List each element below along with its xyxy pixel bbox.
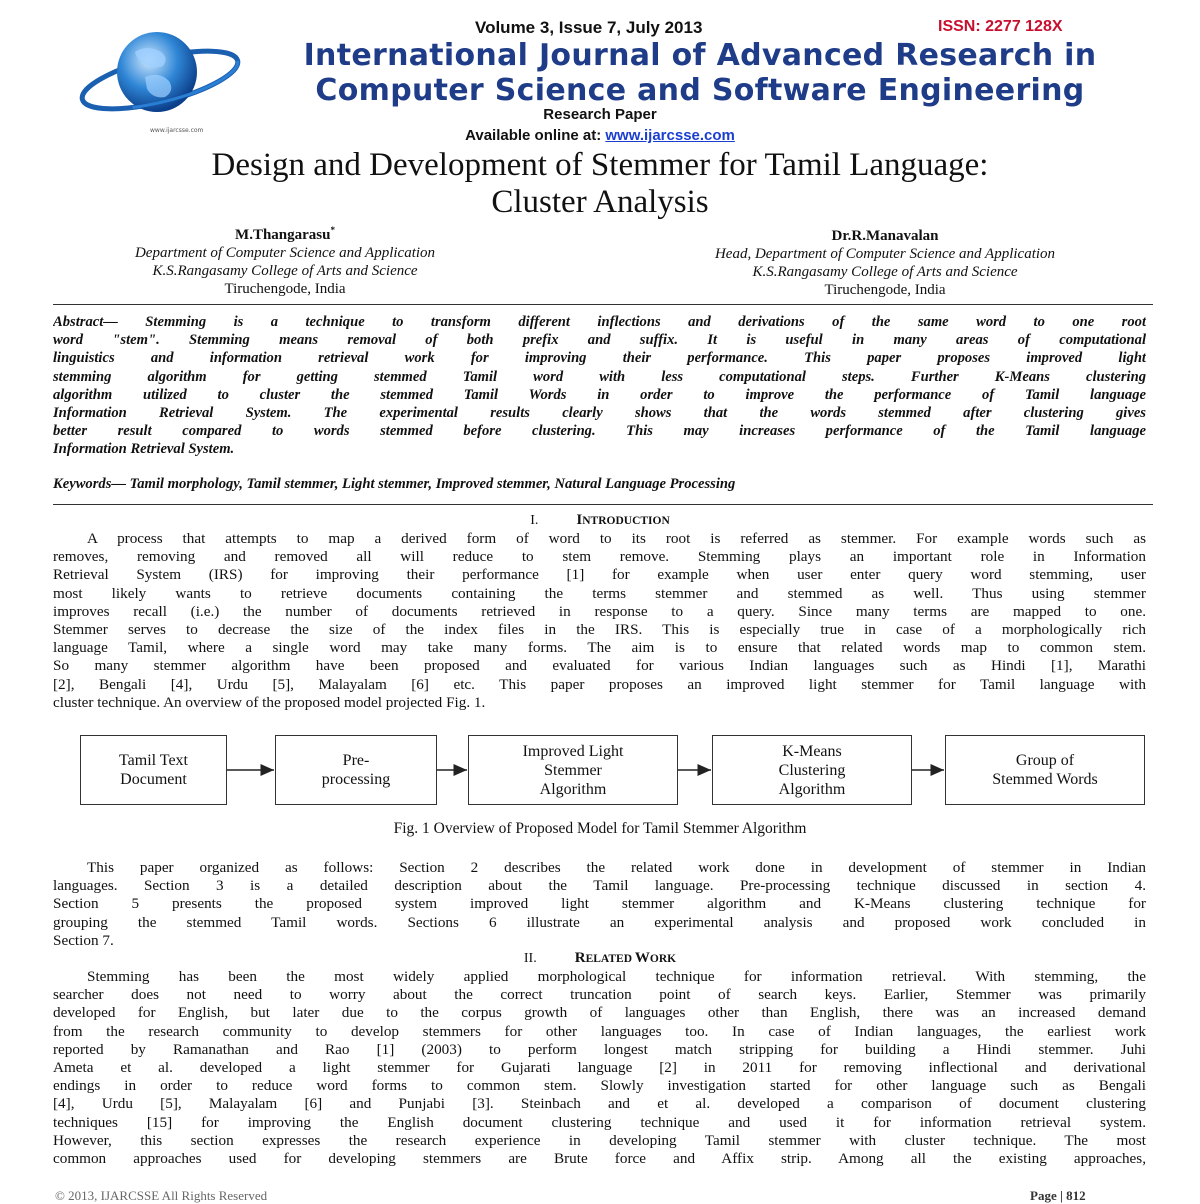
text-line: endings in order to reduce word forms to common stem. Slowly investigation started for other language such as Bengali (53, 1077, 1146, 1095)
text-line: Section 7. (53, 931, 114, 949)
text-line: A process that attempts to map a derived form of word to its root is referred as stemmer. For example words such as (87, 530, 1146, 547)
text-line: grouping the stemmed Tamil words. Sections 6 illustrate an experimental analysis and proposed work concluded in (53, 913, 1146, 931)
text-line: developed for English, but later due to the corpus growth of languages other than English, there was an increased demand (53, 1004, 1146, 1022)
abstract-line: stemming algorithm for getting stemmed Tamil word with less computational steps. Further K-Means clustering (53, 368, 1146, 385)
abstract-line: word "stem". Stemming means removal of both prefix and suffix. It is useful in many areas of computational (53, 332, 1146, 349)
abstract-line: Information Retrieval System. (53, 441, 235, 458)
paper-title-line1: Design and Development of Stemmer for Tamil Language: (211, 147, 989, 183)
text-line: This paper organized as follows: Section 2 describes the related work done in development of stemmer in Indian (87, 859, 1146, 876)
text-line: reported by Ramanathan and Rao [1] (2003) to perform longest match stripping for building a Hindi stemmer. Juhi (53, 1040, 1146, 1058)
author-college: K.S.Rangasamy College of Arts and Science (152, 263, 418, 279)
footer-page-number: Page | 812 (1030, 1188, 1086, 1203)
text-line: removes, removing and removed all will reduce to stem remove. Stemming plays an important role in Information (53, 548, 1146, 566)
section-title-rest: NTRODUCTION (582, 515, 670, 527)
available-label: Available online at: (465, 127, 606, 144)
box-text: Pre- (342, 752, 370, 769)
abstract-line: better result compared to words stemmed before clustering. This may increases performance of the Tamil language (53, 423, 1146, 440)
text-line: Stemmer serves to decrease the size of the index files in the IRS. This is especially true in case of a morphologically rich (53, 621, 1146, 639)
abstract-line: Abstract— Stemming is a technique to transform different inflections and derivations of the same word to one root (53, 314, 1146, 330)
section-number: II. (523, 951, 537, 966)
text-line: Retrieval System (IRS) for improving their performance [1] for example when user enter query word stemming, user (53, 566, 1146, 584)
box-text: Clustering (778, 761, 846, 779)
text-line: languages. Section 3 is a detailed description about the Tamil language. Pre-processing technique discussed in section 4. (53, 877, 1146, 895)
box-text: Stemmed Words (992, 771, 1098, 788)
text-line: So many stemmer algorithm have been proposed and evaluated for various Indian languages such as Hindi [1], Marathi (53, 657, 1146, 675)
box-text: Group of (1015, 752, 1075, 769)
text-line: Stemming has been the most widely applied morphological technique for information retrieval. With stemming, the (87, 968, 1146, 985)
text-line: Ameta et al. developed a light stemmer for Gujarati language [2] in 2011 for removing inflectional and derivational (53, 1059, 1146, 1077)
text-line: from the research community to develop stemmers for other languages too. In case of Indian languages, the earliest work (53, 1022, 1146, 1040)
journal-title-line2: Computer Science and Software Engineering (315, 73, 1085, 108)
box-text: processing (321, 771, 391, 788)
text-line: improves recall (i.e.) the number of documents retrieved in response to a query. Since many terms are mapped to one. (53, 602, 1146, 620)
author-name: Dr.R.Manavalan (831, 228, 939, 244)
author-department: Department of Computer Science and Application (134, 245, 436, 261)
text-line: [4], Urdu [5], Malayalam [6] and Punjabi [3]. Steinbach and et al. developed a comparison of document clustering (53, 1095, 1146, 1113)
organization-paragraph (53, 859, 1146, 950)
related-work-paragraph (53, 968, 1146, 1168)
section-number: I. (530, 513, 539, 528)
text-line: techniques [15] for improving the English document clustering technique and used it for information retrieval system. (53, 1113, 1146, 1131)
abstract-line: Information Retrieval System. The experimental results clearly shows that the words stemmed after clustering gives (53, 405, 1146, 422)
text-line: searcher does not need to worry about the correct truncation point of search keys. Earlier, Stemmer was primarily (53, 986, 1146, 1004)
paper-title-line2: Cluster Analysis (491, 184, 709, 220)
text-line: cluster technique. An overview of the proposed model projected Fig. 1. (53, 693, 486, 711)
text-line: However, this section expresses the research experience in developing Tamil stemmer with cluster technique. The most (53, 1131, 1146, 1149)
text-line: [2], Bengali [4], Urdu [5], Malayalam [6] etc. This paper proposes an improved light stemmer for Tamil language with (53, 675, 1146, 693)
text-line: most likely wants to retrieve documents containing the terms stemmer and stemmed as well. Thus using stemmer (53, 584, 1146, 602)
box-text: Tamil Text (118, 752, 188, 769)
text-line: common approaches used for developing stemmers are Brute force and Affix strip. Among all the existing approaches, (53, 1150, 1146, 1168)
keywords: Keywords— Tamil morphology, Tamil stemmer, Light stemmer, Improved stemmer, Natural Language Processing (53, 476, 736, 492)
box-text: Document (120, 771, 187, 788)
logo-caption: www.ijarcsse.com (150, 127, 204, 134)
box-text: Algorithm (539, 780, 607, 798)
section-title-rest: ELATED (585, 953, 635, 965)
author-name: M.Thangarasu* (235, 225, 335, 243)
text-line: language Tamil, where a single word may take many forms. The aim is to ensure that related words map to common stem. (53, 639, 1146, 657)
issn: ISSN: 2277 128X (938, 18, 1063, 35)
paper-type: Research Paper (543, 106, 657, 123)
author-place: Tiruchengode, India (824, 282, 946, 298)
footer-copyright: © 2013, IJARCSSE All Rights Reserved (55, 1188, 268, 1203)
journal-title-line1: International Journal of Advanced Research in (303, 38, 1097, 73)
box-text: Stemmer (544, 761, 602, 779)
figure-caption: Fig. 1 Overview of Proposed Model for Tamil Stemmer Algorithm (393, 820, 807, 837)
box-text: Improved Light (522, 742, 624, 760)
issue-volume: Volume 3, Issue 7, July 2013 (475, 18, 703, 37)
abstract-line: linguistics and information retrieval work for improving their performance. This paper proposes improved light (53, 350, 1146, 367)
box-text: Algorithm (778, 780, 846, 798)
author-department: Head, Department of Computer Science and Application (714, 246, 1056, 262)
section-title-initial: R (574, 950, 586, 966)
author-college: K.S.Rangasamy College of Arts and Science (752, 264, 1018, 280)
text-line: Section 5 presents the proposed system improved light stemmer algorithm and K-Means clustering technique for (53, 895, 1146, 913)
section-heading-related-work (400, 950, 800, 967)
section-title-initial: W (634, 950, 650, 966)
website-link[interactable]: www.ijarcsse.com (605, 127, 735, 144)
abstract-line: algorithm utilized to cluster the stemmed Tamil Words in order to improve the performance of Tamil language (53, 386, 1146, 403)
section-title-rest: ORK (649, 953, 677, 965)
section-title-initial: I (576, 512, 583, 528)
author-place: Tiruchengode, India (224, 281, 346, 297)
box-text: K-Means (782, 742, 842, 760)
